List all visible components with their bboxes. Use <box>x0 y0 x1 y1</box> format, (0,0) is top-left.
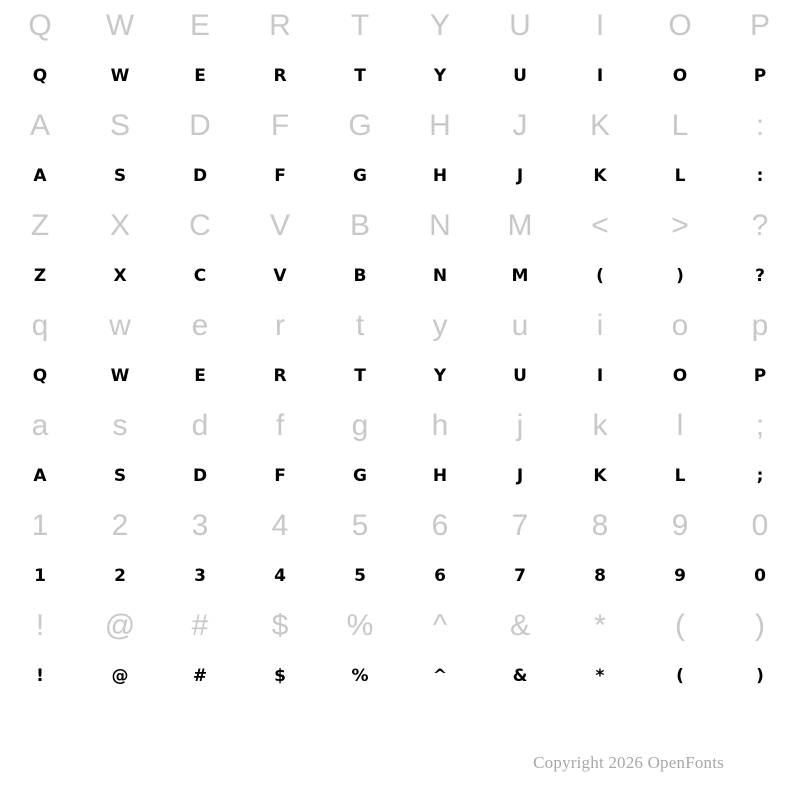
sample-glyph: T <box>354 365 366 386</box>
reference-glyph: $ <box>271 609 289 642</box>
sample-glyph: I <box>596 65 604 86</box>
reference-glyph: M <box>507 209 533 242</box>
reference-glyph: % <box>346 609 374 642</box>
reference-glyph: < <box>591 209 609 242</box>
reference-glyph: q <box>31 309 49 342</box>
sample-glyph-row <box>0 252 800 300</box>
sample-glyph: 0 <box>754 565 766 586</box>
reference-glyph-row <box>0 500 800 552</box>
sample-glyph: W <box>110 65 130 86</box>
sample-glyph: 2 <box>114 565 126 586</box>
reference-glyph: w <box>109 309 131 342</box>
reference-glyph: D <box>189 109 211 142</box>
sample-glyph: K <box>593 165 607 186</box>
sample-glyph: A <box>33 165 47 186</box>
reference-glyph: 2 <box>111 509 129 542</box>
reference-glyph: 7 <box>511 509 529 542</box>
reference-glyph: 5 <box>351 509 369 542</box>
reference-glyph: h <box>431 409 449 442</box>
sample-glyph: % <box>351 665 369 686</box>
sample-glyph-row <box>0 352 800 400</box>
reference-glyph: ) <box>755 609 765 642</box>
reference-glyph-row <box>0 300 800 352</box>
sample-glyph: E <box>194 65 206 86</box>
reference-glyph: ! <box>35 609 45 642</box>
sample-glyph: ? <box>755 265 765 286</box>
reference-glyph: N <box>429 209 451 242</box>
glyph-row-pair <box>0 600 800 700</box>
reference-glyph: J <box>512 109 528 142</box>
sample-glyph: U <box>513 65 527 86</box>
sample-glyph: L <box>674 165 686 186</box>
sample-glyph: ) <box>676 265 684 286</box>
glyph-row-pair <box>0 0 800 100</box>
reference-glyph: ^ <box>432 609 448 642</box>
sample-glyph: U <box>513 365 527 386</box>
sample-glyph: & <box>512 665 528 686</box>
reference-glyph: 3 <box>191 509 209 542</box>
sample-glyph: * <box>595 665 605 686</box>
reference-glyph: l <box>676 409 684 442</box>
sample-glyph: 7 <box>514 565 526 586</box>
reference-glyph: U <box>509 9 531 42</box>
reference-glyph: I <box>595 9 605 42</box>
reference-glyph: F <box>270 109 290 142</box>
reference-glyph: s <box>112 409 128 442</box>
sample-glyph: : <box>756 165 764 186</box>
reference-glyph: P <box>749 9 770 42</box>
sample-glyph: J <box>516 465 524 486</box>
glyph-row-pair <box>0 100 800 200</box>
reference-glyph: 0 <box>751 509 769 542</box>
glyph-row-pair <box>0 400 800 500</box>
reference-glyph: 1 <box>31 509 49 542</box>
reference-glyph: H <box>429 109 451 142</box>
glyph-row-pair <box>0 500 800 600</box>
sample-glyph: A <box>33 465 47 486</box>
reference-glyph: g <box>351 409 369 442</box>
sample-glyph-row <box>0 52 800 100</box>
sample-glyph: B <box>353 265 367 286</box>
sample-glyph: E <box>194 365 206 386</box>
reference-glyph-row <box>0 0 800 52</box>
reference-glyph: d <box>191 409 209 442</box>
reference-glyph: A <box>29 109 50 142</box>
sample-glyph: Z <box>33 265 47 286</box>
sample-glyph: X <box>113 265 127 286</box>
reference-glyph: ? <box>751 209 769 242</box>
sample-glyph: Q <box>32 65 48 86</box>
sample-glyph: H <box>432 465 448 486</box>
reference-glyph: 9 <box>671 509 689 542</box>
sample-glyph: Q <box>32 365 48 386</box>
reference-glyph: R <box>269 9 291 42</box>
sample-glyph: $ <box>274 665 286 686</box>
reference-glyph: k <box>592 409 608 442</box>
sample-glyph: # <box>192 665 208 686</box>
sample-glyph: S <box>113 465 127 486</box>
sample-glyph-row <box>0 152 800 200</box>
copyright-notice: Copyright 2026 OpenFonts <box>533 753 724 772</box>
sample-glyph: 9 <box>674 565 686 586</box>
reference-glyph: f <box>275 409 285 442</box>
sample-glyph-row <box>0 552 800 600</box>
sample-glyph: S <box>113 165 127 186</box>
reference-glyph-row <box>0 200 800 252</box>
sample-glyph: V <box>273 265 287 286</box>
sample-glyph: ( <box>676 665 684 686</box>
reference-glyph: X <box>109 209 130 242</box>
glyph-row-pair <box>0 200 800 300</box>
sample-glyph: T <box>354 65 366 86</box>
reference-glyph: ( <box>675 609 685 642</box>
sample-glyph: ! <box>36 665 44 686</box>
sample-glyph: 5 <box>354 565 366 586</box>
sample-glyph: G <box>353 465 367 486</box>
reference-glyph: G <box>348 109 372 142</box>
sample-glyph: G <box>353 165 367 186</box>
sample-glyph: Y <box>433 365 447 386</box>
glyph-row-pair <box>0 300 800 400</box>
reference-glyph: u <box>511 309 529 342</box>
sample-glyph: 8 <box>594 565 606 586</box>
reference-glyph: Z <box>30 209 50 242</box>
sample-glyph: R <box>273 65 287 86</box>
reference-glyph: 4 <box>271 509 289 542</box>
reference-glyph: # <box>191 609 209 642</box>
sample-glyph: P <box>753 365 767 386</box>
reference-glyph: ; <box>755 409 765 442</box>
reference-glyph: E <box>189 9 210 42</box>
reference-glyph: T <box>350 9 370 42</box>
reference-glyph: C <box>189 209 211 242</box>
sample-glyph: Y <box>433 65 447 86</box>
sample-glyph-row <box>0 652 800 700</box>
reference-glyph: L <box>671 109 689 142</box>
sample-glyph: R <box>273 365 287 386</box>
sample-glyph: D <box>192 465 208 486</box>
reference-glyph: > <box>671 209 689 242</box>
sample-glyph: M <box>511 265 529 286</box>
sample-glyph: 3 <box>194 565 206 586</box>
reference-glyph: & <box>509 609 530 642</box>
reference-glyph: * <box>594 609 606 642</box>
reference-glyph: K <box>589 109 610 142</box>
sample-glyph: 6 <box>434 565 446 586</box>
sample-glyph: L <box>674 465 686 486</box>
sample-glyph: O <box>672 65 688 86</box>
reference-glyph: a <box>31 409 49 442</box>
sample-glyph: ( <box>596 265 604 286</box>
sample-glyph: J <box>516 165 524 186</box>
reference-glyph: Q <box>28 9 52 42</box>
reference-glyph: @ <box>104 609 136 642</box>
reference-glyph: S <box>109 109 130 142</box>
reference-glyph: 6 <box>431 509 449 542</box>
sample-glyph: H <box>432 165 448 186</box>
sample-glyph-row <box>0 452 800 500</box>
sample-glyph: ; <box>756 465 764 486</box>
sample-glyph: O <box>672 365 688 386</box>
reference-glyph: V <box>269 209 290 242</box>
reference-glyph: 8 <box>591 509 609 542</box>
sample-glyph: P <box>753 65 767 86</box>
reference-glyph: i <box>596 309 604 342</box>
sample-glyph: 1 <box>34 565 46 586</box>
reference-glyph: r <box>275 309 285 342</box>
reference-glyph: t <box>355 309 365 342</box>
reference-glyph-row <box>0 400 800 452</box>
sample-glyph: ^ <box>432 665 448 686</box>
reference-glyph: : <box>755 109 765 142</box>
sample-glyph: N <box>432 265 448 286</box>
reference-glyph: j <box>516 409 524 442</box>
reference-glyph: W <box>105 9 135 42</box>
reference-glyph: B <box>349 209 370 242</box>
sample-glyph: F <box>274 165 286 186</box>
sample-glyph: W <box>110 365 130 386</box>
sample-glyph: K <box>593 465 607 486</box>
sample-glyph: @ <box>111 665 129 686</box>
reference-glyph: Y <box>429 9 450 42</box>
reference-glyph: O <box>668 9 692 42</box>
reference-glyph-row <box>0 600 800 652</box>
reference-glyph-row <box>0 100 800 152</box>
sample-glyph: C <box>193 265 207 286</box>
sample-glyph: I <box>596 365 604 386</box>
reference-glyph: e <box>191 309 209 342</box>
sample-glyph: F <box>274 465 286 486</box>
sample-glyph: 4 <box>274 565 286 586</box>
sample-glyph: D <box>192 165 208 186</box>
sample-glyph: ) <box>756 665 764 686</box>
reference-glyph: y <box>432 309 448 342</box>
reference-glyph: o <box>671 309 689 342</box>
reference-glyph: p <box>751 309 769 342</box>
